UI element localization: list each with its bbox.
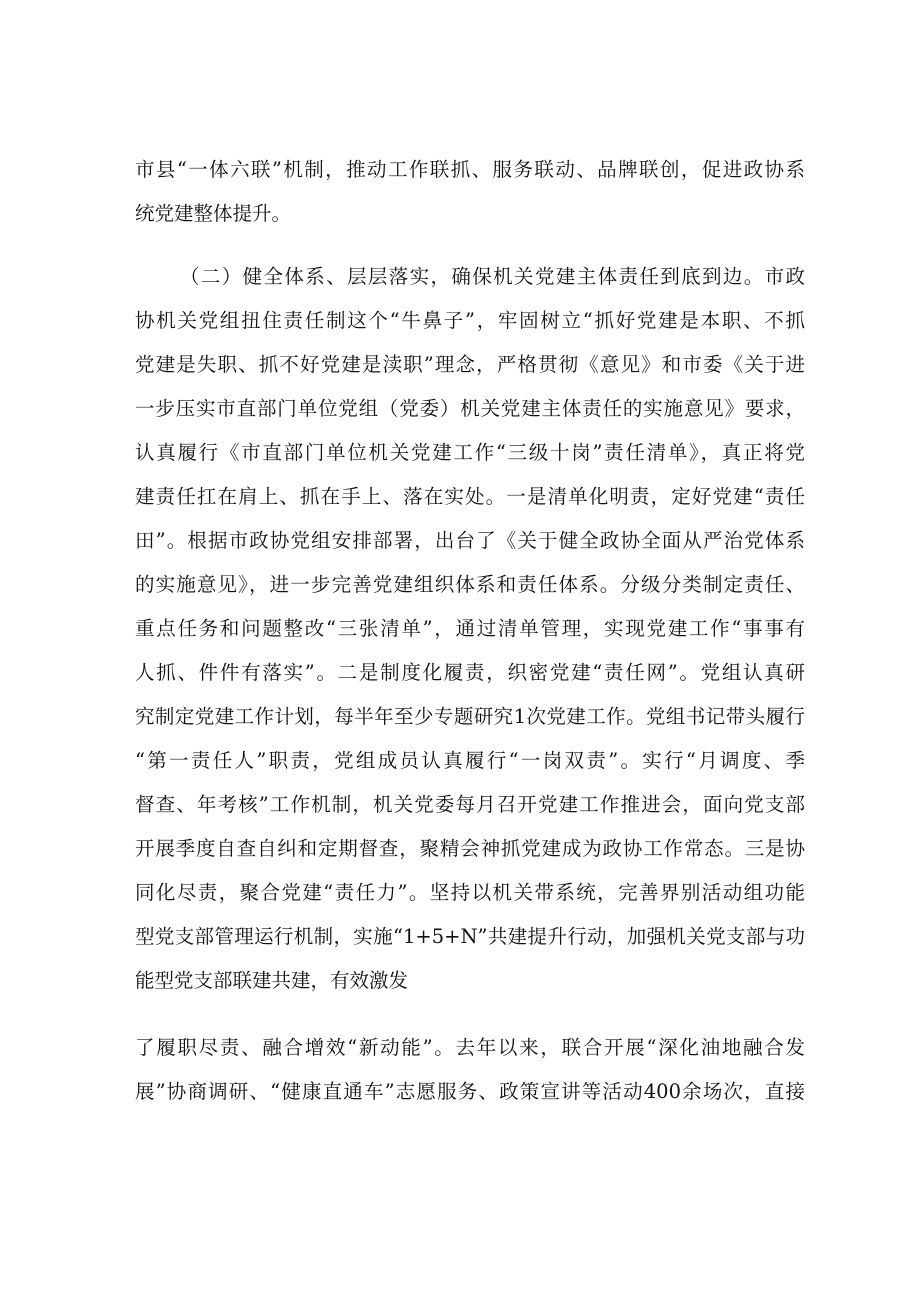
paragraph-line: 型党支部管理运行机制，实施“1+5+N”共建提升行动，加强机关党支部与功 [135,925,805,948]
paragraph-line: 市县“一体六联”机制，推动工作联抓、服务联动、品牌联创，促进政协系 [135,158,805,181]
paragraph-line: 建责任扛在肩上、抓在手上、落在实处。一是清单化明责，定好党建“责任 [135,485,805,508]
paragraph-line: 能型党支部联建共建，有效激发 [135,969,409,992]
paragraph-line: 一步压实市直部门单位党组（党委）机关党建主体责任的实施意见》要求， [135,397,805,420]
paragraph-line: 认真履行《市直部门单位机关党建工作“三级十岗”责任清单》，真正将党 [135,441,805,464]
paragraph-line: 了履职尽责、融合增效“新动能”。去年以来，联合开展“深化油地融合发 [135,1036,805,1059]
paragraph-line: 人抓、件件有落实”。二是制度化履责，织密党建“责任网”。党组认真研 [135,661,805,684]
paragraph-line: 同化尽责，聚合党建“责任力”。坚持以机关带系统，完善界别活动组功能 [135,881,805,904]
paragraph-line: 重点任务和问题整改“三张清单”，通过清单管理，实现党建工作“事事有 [135,617,805,640]
paragraph-line: 究制定党建工作计划，每半年至少专题研究1次党建工作。党组书记带头履行 [135,705,805,728]
paragraph-line: 统党建整体提升。 [135,202,292,225]
paragraph-line: 田”。根据市政协党组安排部署，出台了《关于健全政协全面从严治党体系 [135,529,805,552]
paragraph-line: 开展季度自查自纠和定期督查，聚精会神抓党建成为政协工作常态。三是协 [135,837,805,860]
paragraph-line: 党建是失职、抓不好党建是渎职”理念，严格贯彻《意见》和市委《关于进 [135,353,805,376]
paragraph-line: 展”协商调研、“健康直通车”志愿服务、政策宣讲等活动400余场次，直接 [135,1080,805,1103]
section-heading-line: （二）健全体系、层层落实，确保机关党建主体责任到底到边。市政 [180,265,805,288]
paragraph-line: 协机关党组扭住责任制这个“牛鼻子”，牢固树立“抓好党建是本职、不抓 [135,309,805,332]
paragraph-line: 的实施意见》，进一步完善党建组织体系和责任体系。分级分类制定责任、 [135,573,805,596]
paragraph-line: 督查、年考核”工作机制，机关党委每月召开党建工作推进会，面向党支部 [135,793,805,816]
paragraph-line: “第一责任人”职责，党组成员认真履行“一岗双责”。实行“月调度、季 [135,749,805,772]
